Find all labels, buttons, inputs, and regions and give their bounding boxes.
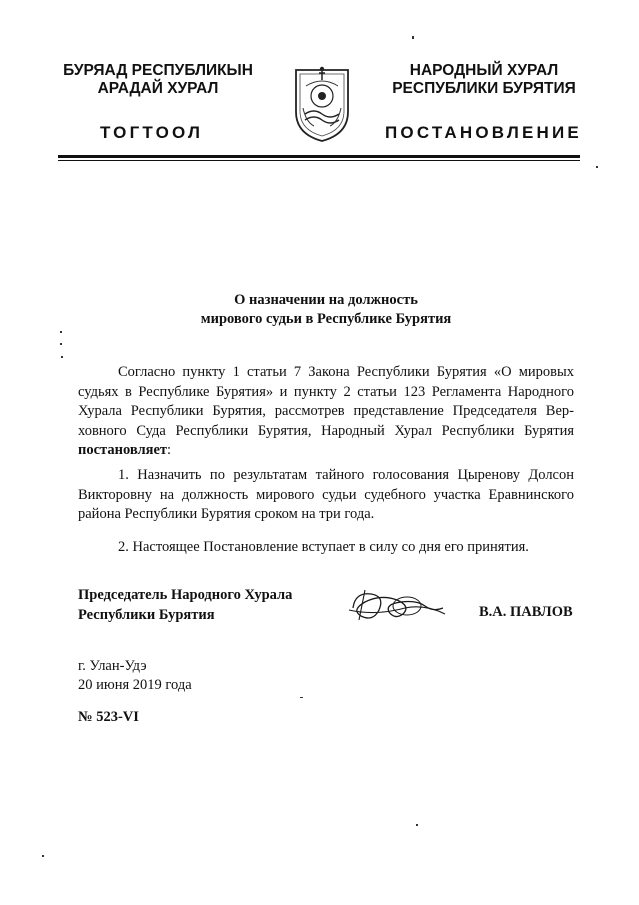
- header-right-title: [378, 62, 590, 98]
- signatory-title-line2: Республики Бурятия: [78, 606, 215, 623]
- header-divider-thick: [58, 155, 580, 158]
- signatory-title: [78, 586, 358, 625]
- scan-speck: [42, 855, 44, 857]
- header-right-line2: РЕСПУБЛИКИ БУРЯТИЯ: [392, 80, 576, 97]
- scan-speck: [61, 356, 63, 358]
- scan-speck: [412, 36, 414, 39]
- scan-speck: [300, 697, 303, 698]
- doc-type-russian: ПОСТАНОВЛЕНИЕ: [385, 123, 582, 142]
- scan-speck: [416, 824, 418, 826]
- doc-type-buryat: ТОГТООЛ: [100, 123, 204, 142]
- resolves-keyword: постановляет: [78, 442, 168, 458]
- header-left-title: [58, 62, 258, 98]
- preamble-paragraph: [78, 363, 574, 461]
- document-number: № 523-VI: [78, 709, 139, 725]
- document-title-line1: О назначении на должность: [234, 292, 418, 308]
- scan-speck: [596, 166, 598, 168]
- header-left-line2: АРАДАЙ ХУРАЛ: [97, 80, 219, 97]
- preamble-colon: :: [167, 442, 172, 458]
- signatory-name: В.А. ПАВЛОВ: [479, 604, 573, 620]
- handwritten-signature-icon: [345, 586, 450, 626]
- header-right-line1: НАРОДНЫЙ ХУРАЛ: [409, 62, 559, 79]
- coat-of-arms-icon: [292, 64, 352, 144]
- document-title-line2: мирового судьи в Республике Бурятия: [200, 311, 452, 327]
- header-left-line1: БУРЯАД РЕСПУБЛИКЫН: [63, 62, 253, 79]
- header-divider-thin: [58, 160, 580, 161]
- resolution-item-2: 2. Настоящее Постановление вступает в силу со дня его принятия.: [118, 539, 529, 555]
- scan-speck: [60, 343, 62, 345]
- document-title: [78, 291, 574, 329]
- document-date: 20 июня 2019 года: [78, 677, 192, 693]
- resolution-item-1: 1. Назначить по результатам тайного голосования Цыренову Долсон Викторовну на должность мирового судьи судебного участка Еравнинского района Республики Бурятия сроком на три года.: [78, 467, 574, 522]
- city: г. Улан-Удэ: [78, 658, 147, 674]
- signatory-title-line1: Председатель Народного Хурала: [78, 587, 293, 603]
- scan-speck: [60, 331, 62, 333]
- preamble-text: Согласно пункту 1 статьи 7 Закона Республики Бурятия «О мировых судьях в Республике Бурятия» и пункту 2 статьи 123 Регламента Народного Хурала Республики Бурятия, рассмотрев представление Председателя Вер-ховного Суда Республики Бурятия, Народный Хурал Республики Бурятия: [78, 364, 574, 439]
